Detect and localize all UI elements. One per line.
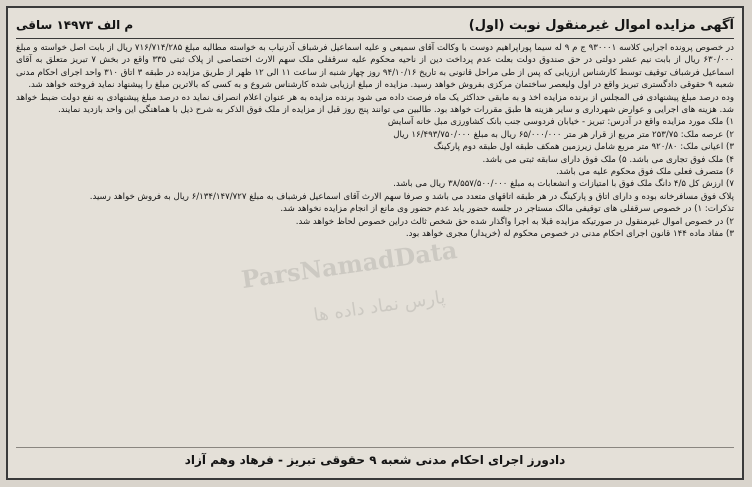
property-item: پلاک فوق مسافرخانه بوده و دارای اتاق و پارکینگ در هر طبقه اتاقهای متعدد می باشد و صرفا سهم الارث آقای اسماعیل فرشباف به مبلغ ۶/۱۳۴/۱۴۷/۷۲۷ ریال به فروش خواهد رسید. bbox=[89, 191, 734, 202]
note-item: ۳) مفاد ماده ۱۴۴ قانون اجرای احکام مدنی در خصوص محکوم له (خریدار) مجری خواهد بود. bbox=[405, 229, 734, 240]
property-item: ۷) ارزش کل ۴/۵ دانگ ملک فوق با امتیازات و انشعابات به مبلغ ۳۸/۵۵۷/۵۰۰/۰۰۰ ریال می باشد. bbox=[393, 179, 734, 190]
property-item: ۶) متصرف فعلی ملک فوق محکوم علیه می باشد. bbox=[556, 167, 734, 178]
notice-title: آگهی مزایده اموال غیرمنقول نوبت (اول) bbox=[468, 17, 734, 33]
intro-paragraph: در خصوص پرونده اجرایی کلاسه ۹۳۰۰۰۱ ج م ۹ له سیما پوراپراهیم دوست با وکالت آقای سمیعی و علیه اسماعیل فرشباف آذرنیاب به خواسته مطالبه مبلغ ۷۱۶/۷۱۴/۲۸۵ ریال از بابت اصل خواسته و مبلغ ۶۳۰/۰۰۰ ریال از بابت نیم عشر دولتی در حق صندوق دولت بعلت عدم پرداخت دین از ناحیه محکوم علیه سرقفلی ملک سهم الارث اختصاصی از پلاک ثبتی ۳۳۵ واقع در بخش ۷ تبریز متعلق به آقای اسماعیل فرشباف توقیف توسط کارشناس ارزیابی که پس از طی مراحل قانونی به تاریخ ۹۴/۱۰/۱۶ روز چهار شنبه از ساعت ۱۱ الی ۱۲ ظهر از طریق مزایده در طبقه ۳ اتاق ۳۱۰ واحد اجرای احکام مدنی شعبه ۹ حقوقی دادگستری تبریز واقع در اول ولیعصر ساختمان مرکزی بفروش خواهد رسید. مزایده از مبلغ ارزیابی شده کارشناس شروع و به کسی که بالاترین مبلغ را پیشنهاد نماید فروخته خواهد شد. bbox=[16, 43, 734, 91]
property-item: ۲) عرصه ملک: ۲۵۳/۷۵ متر مربع از قرار هر متر ۶۵/۰۰۰/۰۰۰ ریال به مبلغ ۱۶/۴۹۳/۷۵۰/۰۰۰ ریال bbox=[393, 129, 734, 140]
notice-body bbox=[16, 42, 734, 446]
signature-line bbox=[16, 447, 734, 472]
auction-notice bbox=[6, 6, 744, 480]
note-item: ۲) در خصوص اموال غیرمنقول در صورتیکه مزایده قبلا به اجرا واگذار شده حق شخص ثالث دراین خصوص لحاظ خواهد شد. bbox=[295, 216, 734, 227]
conditions-paragraph: وده درصد مبلغ پیشنهادی فی المجلس از برنده مزایده اخذ و به مابقی حداکثر یک ماه فرصت داده می شود برنده مزایده به هر عنوان اعلام انصراف نماید ده درصد مبلغ پیشنهادی به نفع دولت ضبط خواهد شد. هزینه های اجرایی و عوارض شهرداری و سایر هزینه ها طبق مقررات خواهد بود. طالبین می توانند پنج روز قبل از مزایده از ملک فوق الذکر به شرح ذیل با هماهنگی این واحد بازدید نمایند. bbox=[16, 92, 734, 116]
notice-header bbox=[16, 12, 734, 39]
notice-code: م الف ۱۴۹۷۳ ساقی bbox=[16, 18, 134, 32]
property-item: ۱) ملک مورد مزایده واقع در آدرس: تبریز - خیابان فردوسی جنب بانک کشاورزی مبل خانه آسایش bbox=[387, 117, 734, 128]
property-item: ۳) اعیانی ملک: ۹۲۰/۸۰ متر مربع شامل زیرزمین همکف طبقه اول طبقه دوم پارکینگ bbox=[433, 142, 734, 153]
property-item: ۴) ملک فوق تجاری می باشد. ۵) ملک فوق دارای سابقه ثبتی می باشد. bbox=[482, 154, 734, 165]
signature-text: دادورز اجرای احکام مدنی شعبه ۹ حقوقی تبریز - فرهاد وهم آزاد bbox=[184, 453, 566, 467]
note-item: تذکرات: ۱) در خصوص سرقفلی های توقیفی مالک مستاجر در جلسه حضور یابد عدم حضور وی مانع از انجام مزایده نخواهد شد. bbox=[280, 204, 734, 215]
